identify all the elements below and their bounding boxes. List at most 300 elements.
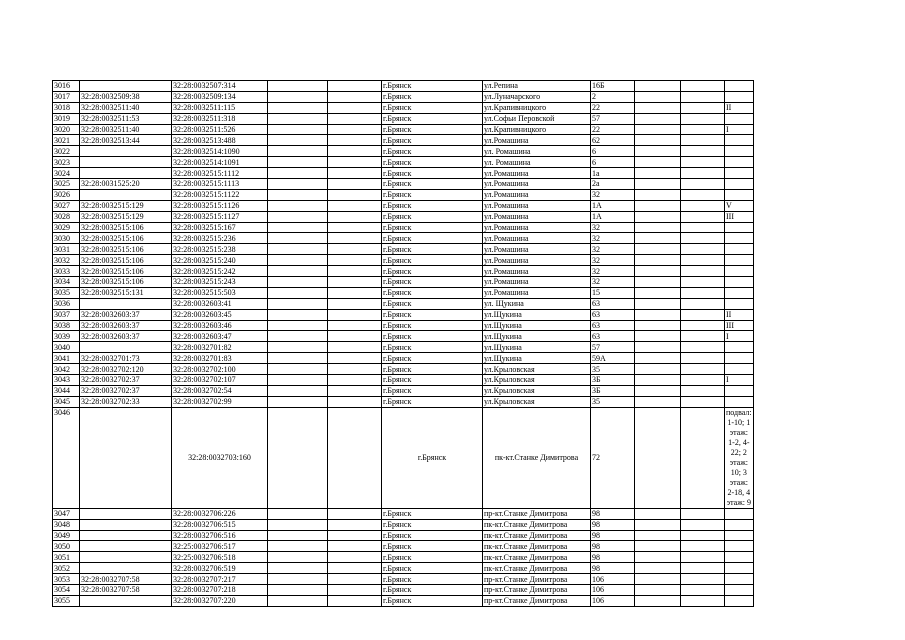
house-number-cell: 3Б: [591, 385, 635, 396]
row-number-cell: 3017: [53, 91, 80, 102]
empty-cell: [268, 135, 328, 146]
parcel-cadastral-cell: 32:28:0032702:120: [80, 364, 172, 375]
house-number-cell: 32: [591, 189, 635, 200]
object-cadastral-cell: 32:28:0032603:41: [172, 298, 268, 309]
row-number-cell: 3044: [53, 385, 80, 396]
premises-note-cell: III: [725, 211, 754, 222]
parcel-cadastral-cell: 32:28:0032509:38: [80, 91, 172, 102]
empty-cell: [328, 189, 382, 200]
empty-cell: [268, 320, 328, 331]
object-cadastral-cell: 32:28:0032603:45: [172, 309, 268, 320]
scan-speck: [300, 551, 301, 552]
table-row: [53, 342, 754, 353]
house-number-cell: 32: [591, 233, 635, 244]
parcel-cadastral-cell: 32:28:0032513:44: [80, 135, 172, 146]
house-number-cell: 106: [591, 595, 635, 606]
city-cell: г.Брянск: [382, 244, 483, 255]
empty-cell: [328, 102, 382, 113]
table-row: [53, 331, 754, 342]
empty-cell: [635, 222, 681, 233]
street-cell: ул.Ромашина: [483, 233, 591, 244]
object-cadastral-cell: 32:28:0032511:318: [172, 113, 268, 124]
parcel-cadastral-cell: 32:28:0032511:40: [80, 102, 172, 113]
object-cadastral-cell: 32:28:0032515:236: [172, 233, 268, 244]
table-row: [53, 320, 754, 331]
city-cell: г.Брянск: [382, 135, 483, 146]
house-number-cell: 1А: [591, 200, 635, 211]
empty-cell: [681, 189, 725, 200]
empty-cell: [635, 277, 681, 288]
empty-cell: [681, 563, 725, 574]
row-number-cell: 3043: [53, 375, 80, 386]
city-cell: г.Брянск: [382, 584, 483, 595]
parcel-cadastral-cell: 32:28:0032515:129: [80, 200, 172, 211]
empty-cell: [681, 244, 725, 255]
row-number-cell: 3040: [53, 342, 80, 353]
street-cell: пр-кт.Станке Димитрова: [483, 574, 591, 585]
row-number-cell: 3027: [53, 200, 80, 211]
object-cadastral-cell: 32:28:0032701:83: [172, 353, 268, 364]
parcel-cadastral-cell: 32:28:0032702:33: [80, 396, 172, 407]
premises-note-cell: [725, 113, 754, 124]
house-number-cell: 57: [591, 113, 635, 124]
empty-cell: [681, 519, 725, 530]
parcel-cadastral-cell: [80, 157, 172, 168]
street-cell: ул.Щукина: [483, 342, 591, 353]
object-cadastral-cell: 32:28:0032706:226: [172, 508, 268, 519]
table-row: [53, 364, 754, 375]
empty-cell: [635, 102, 681, 113]
empty-cell: [681, 375, 725, 386]
table-row: [53, 287, 754, 298]
street-cell: ул.Ромашина: [483, 287, 591, 298]
parcel-cadastral-cell: 32:28:0032702:37: [80, 375, 172, 386]
premises-note-cell: V: [725, 200, 754, 211]
table-row: [53, 135, 754, 146]
object-cadastral-cell: 32:28:0032603:46: [172, 320, 268, 331]
house-number-cell: 32: [591, 244, 635, 255]
house-number-cell: 1А: [591, 211, 635, 222]
empty-cell: [268, 211, 328, 222]
row-number-cell: 3029: [53, 222, 80, 233]
empty-cell: [681, 102, 725, 113]
parcel-cadastral-cell: 32:28:0032515:106: [80, 277, 172, 288]
city-cell: г.Брянск: [382, 331, 483, 342]
registry-rows: [53, 81, 754, 607]
object-cadastral-cell: 32:28:0032706:516: [172, 530, 268, 541]
empty-cell: [328, 277, 382, 288]
city-cell: г.Брянск: [382, 309, 483, 320]
row-number-cell: 3033: [53, 266, 80, 277]
street-cell: ул.Крапивницкого: [483, 102, 591, 113]
table-row: [53, 519, 754, 530]
empty-cell: [268, 574, 328, 585]
house-number-cell: 63: [591, 331, 635, 342]
registry-table: [52, 80, 754, 607]
row-number-cell: 3037: [53, 309, 80, 320]
empty-cell: [328, 320, 382, 331]
row-number-cell: 3026: [53, 189, 80, 200]
row-number-cell: 3034: [53, 277, 80, 288]
city-cell: г.Брянск: [382, 211, 483, 222]
empty-cell: [635, 385, 681, 396]
city-cell: г.Брянск: [382, 320, 483, 331]
premises-note-cell: [725, 563, 754, 574]
city-cell: г.Брянск: [382, 157, 483, 168]
city-cell: г.Брянск: [382, 385, 483, 396]
table-row: [53, 244, 754, 255]
table-row: [53, 407, 754, 508]
object-cadastral-cell: 32:28:0032515:503: [172, 287, 268, 298]
empty-cell: [328, 331, 382, 342]
city-cell: г.Брянск: [382, 255, 483, 266]
premises-note-cell: III: [725, 320, 754, 331]
empty-cell: [328, 124, 382, 135]
premises-note-cell: [725, 519, 754, 530]
object-cadastral-cell: 32:28:0032511:115: [172, 102, 268, 113]
empty-cell: [268, 287, 328, 298]
empty-cell: [268, 233, 328, 244]
empty-cell: [635, 113, 681, 124]
premises-note-cell: [725, 353, 754, 364]
house-number-cell: 3Б: [591, 375, 635, 386]
empty-cell: [635, 168, 681, 179]
empty-cell: [328, 200, 382, 211]
city-cell: г.Брянск: [382, 91, 483, 102]
row-number-cell: 3052: [53, 563, 80, 574]
empty-cell: [635, 211, 681, 222]
parcel-cadastral-cell: [80, 168, 172, 179]
object-cadastral-cell: 32:28:0032515:1127: [172, 211, 268, 222]
city-cell: г.Брянск: [382, 189, 483, 200]
table-row: [53, 277, 754, 288]
empty-cell: [328, 353, 382, 364]
row-number-cell: 3032: [53, 255, 80, 266]
premises-note-cell: [725, 508, 754, 519]
empty-cell: [635, 135, 681, 146]
parcel-cadastral-cell: 32:28:0032515:106: [80, 266, 172, 277]
empty-cell: [635, 595, 681, 606]
empty-cell: [681, 407, 725, 508]
premises-note-cell: [725, 81, 754, 92]
object-cadastral-cell: 32:28:0032707:217: [172, 574, 268, 585]
city-cell: г.Брянск: [382, 124, 483, 135]
object-cadastral-cell: 32:28:0032515:238: [172, 244, 268, 255]
premises-note-cell: I: [725, 331, 754, 342]
empty-cell: [635, 309, 681, 320]
street-cell: ул.Ромашина: [483, 135, 591, 146]
city-cell: г.Брянск: [382, 541, 483, 552]
street-cell: ул.Ромашина: [483, 255, 591, 266]
empty-cell: [635, 189, 681, 200]
row-number-cell: 3041: [53, 353, 80, 364]
empty-cell: [268, 530, 328, 541]
row-number-cell: 3036: [53, 298, 80, 309]
house-number-cell: 106: [591, 584, 635, 595]
empty-cell: [328, 113, 382, 124]
row-number-cell: 3035: [53, 287, 80, 298]
city-cell: г.Брянск: [382, 563, 483, 574]
street-cell: ул.Крыловская: [483, 385, 591, 396]
empty-cell: [268, 179, 328, 190]
object-cadastral-cell: 32:28:0032707:220: [172, 595, 268, 606]
street-cell: ул.Крыловская: [483, 396, 591, 407]
empty-cell: [681, 135, 725, 146]
parcel-cadastral-cell: 32:28:0032515:106: [80, 255, 172, 266]
street-cell: ул.Софьи Перовской: [483, 113, 591, 124]
premises-note-cell: [725, 189, 754, 200]
house-number-cell: 98: [591, 530, 635, 541]
premises-note-cell: [725, 135, 754, 146]
object-cadastral-cell: 32:28:0032509:134: [172, 91, 268, 102]
premises-note-cell: [725, 146, 754, 157]
parcel-cadastral-cell: 32:28:0032603:37: [80, 320, 172, 331]
table-row: [53, 157, 754, 168]
row-number-cell: 3053: [53, 574, 80, 585]
street-cell: ул.Ромашина: [483, 211, 591, 222]
table-row: [53, 508, 754, 519]
city-cell: г.Брянск: [382, 222, 483, 233]
table-row: [53, 375, 754, 386]
empty-cell: [681, 353, 725, 364]
table-row: [53, 563, 754, 574]
object-cadastral-cell: 32:28:0032515:243: [172, 277, 268, 288]
empty-cell: [328, 342, 382, 353]
premises-note-cell: [725, 233, 754, 244]
empty-cell: [268, 407, 328, 508]
city-cell: г.Брянск: [382, 353, 483, 364]
row-number-cell: 3049: [53, 530, 80, 541]
empty-cell: [635, 157, 681, 168]
house-number-cell: 106: [591, 574, 635, 585]
empty-cell: [681, 508, 725, 519]
city-cell: г.Брянск: [382, 342, 483, 353]
empty-cell: [681, 530, 725, 541]
house-number-cell: 98: [591, 563, 635, 574]
street-cell: ул.Щукина: [483, 353, 591, 364]
city-cell: г.Брянск: [382, 364, 483, 375]
object-cadastral-cell: 32:28:0032513:488: [172, 135, 268, 146]
empty-cell: [635, 407, 681, 508]
premises-note-cell: подвал: 1-10; 1 этаж: 1-2, 4-22; 2 этаж: 10; 3 этаж: 2-18, 4 этаж: 9: [726, 407, 752, 507]
object-cadastral-cell: 32:28:0032515:1126: [172, 200, 268, 211]
parcel-cadastral-cell: [80, 563, 172, 574]
empty-cell: [681, 124, 725, 135]
house-number-cell: 1а: [591, 168, 635, 179]
empty-cell: [328, 574, 382, 585]
empty-cell: [328, 595, 382, 606]
street-cell: пк-кт.Станке Димитрова: [483, 519, 591, 530]
empty-cell: [268, 102, 328, 113]
street-cell: пк-кт.Станке Димитрова: [483, 541, 591, 552]
object-cadastral-cell: 32:28:0032515:1113: [172, 179, 268, 190]
empty-cell: [268, 298, 328, 309]
empty-cell: [328, 552, 382, 563]
city-cell: г.Брянск: [382, 396, 483, 407]
empty-cell: [635, 244, 681, 255]
object-cadastral-cell: 32:28:0032511:526: [172, 124, 268, 135]
house-number-cell: 98: [591, 508, 635, 519]
table-row: [53, 574, 754, 585]
row-number-cell: 3047: [53, 508, 80, 519]
parcel-cadastral-cell: 32:28:0031525:20: [80, 179, 172, 190]
empty-cell: [328, 81, 382, 92]
table-row: [53, 309, 754, 320]
city-cell: г.Брянск: [382, 102, 483, 113]
row-number-cell: 3030: [53, 233, 80, 244]
object-cadastral-cell: 32:28:0032515:1122: [172, 189, 268, 200]
street-cell: ул. Ромашина: [483, 146, 591, 157]
street-cell: ул.Ромашина: [483, 189, 591, 200]
table-row: [53, 81, 754, 92]
empty-cell: [268, 595, 328, 606]
empty-cell: [635, 563, 681, 574]
table-row: [53, 266, 754, 277]
premises-note-cell: [725, 552, 754, 563]
premises-note-cell: [725, 222, 754, 233]
empty-cell: [635, 287, 681, 298]
empty-cell: [268, 353, 328, 364]
parcel-cadastral-cell: 32:28:0032515:106: [80, 233, 172, 244]
street-cell: пр-кт.Станке Димитрова: [483, 595, 591, 606]
house-number-cell: 6: [591, 157, 635, 168]
empty-cell: [681, 146, 725, 157]
empty-cell: [635, 519, 681, 530]
house-number-cell: 2а: [591, 179, 635, 190]
object-cadastral-cell: 32:28:0032702:99: [172, 396, 268, 407]
parcel-cadastral-cell: 32:28:0032515:129: [80, 211, 172, 222]
row-number-cell: 3046: [53, 407, 80, 508]
empty-cell: [268, 584, 328, 595]
house-number-cell: 15: [591, 287, 635, 298]
house-number-cell: 35: [591, 396, 635, 407]
street-cell: ул.Ромашина: [483, 244, 591, 255]
street-cell: ул.Щукина: [483, 320, 591, 331]
parcel-cadastral-cell: [80, 508, 172, 519]
empty-cell: [328, 222, 382, 233]
table-row: [53, 233, 754, 244]
street-cell: пк-кт.Станке Димитрова: [483, 552, 591, 563]
empty-cell: [681, 552, 725, 563]
city-cell: г.Брянск: [382, 179, 483, 190]
city-cell: г.Брянск: [382, 266, 483, 277]
house-number-cell: 98: [591, 519, 635, 530]
empty-cell: [268, 508, 328, 519]
table-row: [53, 146, 754, 157]
table-row: [53, 353, 754, 364]
object-cadastral-cell: 32:28:0032702:107: [172, 375, 268, 386]
parcel-cadastral-cell: [80, 189, 172, 200]
row-number-cell: 3023: [53, 157, 80, 168]
house-number-cell: 32: [591, 266, 635, 277]
premises-note-cell: [725, 574, 754, 585]
empty-cell: [268, 563, 328, 574]
empty-cell: [635, 298, 681, 309]
parcel-cadastral-cell: [80, 298, 172, 309]
table-row: [53, 102, 754, 113]
empty-cell: [328, 530, 382, 541]
empty-cell: [268, 222, 328, 233]
empty-cell: [681, 320, 725, 331]
parcel-cadastral-cell: [80, 342, 172, 353]
empty-cell: [268, 331, 328, 342]
city-cell: г.Брянск: [382, 407, 483, 508]
street-cell: ул.Крыловская: [483, 364, 591, 375]
empty-cell: [681, 331, 725, 342]
house-number-cell: 32: [591, 255, 635, 266]
street-cell: пк-кт.Станке Димитрова: [483, 563, 591, 574]
empty-cell: [681, 233, 725, 244]
premises-note-cell: [725, 385, 754, 396]
empty-cell: [681, 277, 725, 288]
row-number-cell: 3028: [53, 211, 80, 222]
row-number-cell: 3048: [53, 519, 80, 530]
empty-cell: [328, 298, 382, 309]
empty-cell: [635, 320, 681, 331]
empty-cell: [268, 146, 328, 157]
house-number-cell: 57: [591, 342, 635, 353]
empty-cell: [681, 91, 725, 102]
empty-cell: [635, 396, 681, 407]
empty-cell: [635, 584, 681, 595]
object-cadastral-cell: 32:28:0032515:167: [172, 222, 268, 233]
premises-note-cell: I: [725, 124, 754, 135]
house-number-cell: 22: [591, 102, 635, 113]
parcel-cadastral-cell: 32:28:0032603:37: [80, 309, 172, 320]
city-cell: г.Брянск: [382, 519, 483, 530]
premises-note-cell: [725, 541, 754, 552]
empty-cell: [268, 244, 328, 255]
empty-cell: [681, 342, 725, 353]
empty-cell: [635, 574, 681, 585]
empty-cell: [328, 508, 382, 519]
house-number-cell: 63: [591, 298, 635, 309]
parcel-cadastral-cell: 32:28:0032511:40: [80, 124, 172, 135]
object-cadastral-cell: 32:28:0032706:515: [172, 519, 268, 530]
premises-note-cell: I: [725, 375, 754, 386]
premises-note-cell: [725, 342, 754, 353]
parcel-cadastral-cell: [80, 519, 172, 530]
empty-cell: [681, 179, 725, 190]
empty-cell: [681, 200, 725, 211]
object-cadastral-cell: 32:25:0032706:518: [172, 552, 268, 563]
premises-note-cell: II: [725, 102, 754, 113]
empty-cell: [328, 233, 382, 244]
premises-note-cell: [725, 298, 754, 309]
object-cadastral-cell: 32:28:0032507:314: [172, 81, 268, 92]
row-number-cell: 3024: [53, 168, 80, 179]
row-number-cell: 3020: [53, 124, 80, 135]
empty-cell: [268, 255, 328, 266]
row-number-cell: 3031: [53, 244, 80, 255]
city-cell: г.Брянск: [382, 530, 483, 541]
premises-note-cell: [725, 287, 754, 298]
city-cell: г.Брянск: [382, 277, 483, 288]
row-number-cell: 3050: [53, 541, 80, 552]
street-cell: ул. Ромашина: [483, 157, 591, 168]
premises-note-cell: II: [725, 309, 754, 320]
row-number-cell: 3021: [53, 135, 80, 146]
street-cell: ул. Щукина: [483, 298, 591, 309]
object-cadastral-cell: 32:25:0032706:517: [172, 541, 268, 552]
empty-cell: [681, 364, 725, 375]
table-row: [53, 113, 754, 124]
premises-note-cell: [725, 244, 754, 255]
empty-cell: [328, 563, 382, 574]
empty-cell: [681, 595, 725, 606]
parcel-cadastral-cell: [80, 407, 172, 508]
parcel-cadastral-cell: 32:28:0032515:106: [80, 244, 172, 255]
